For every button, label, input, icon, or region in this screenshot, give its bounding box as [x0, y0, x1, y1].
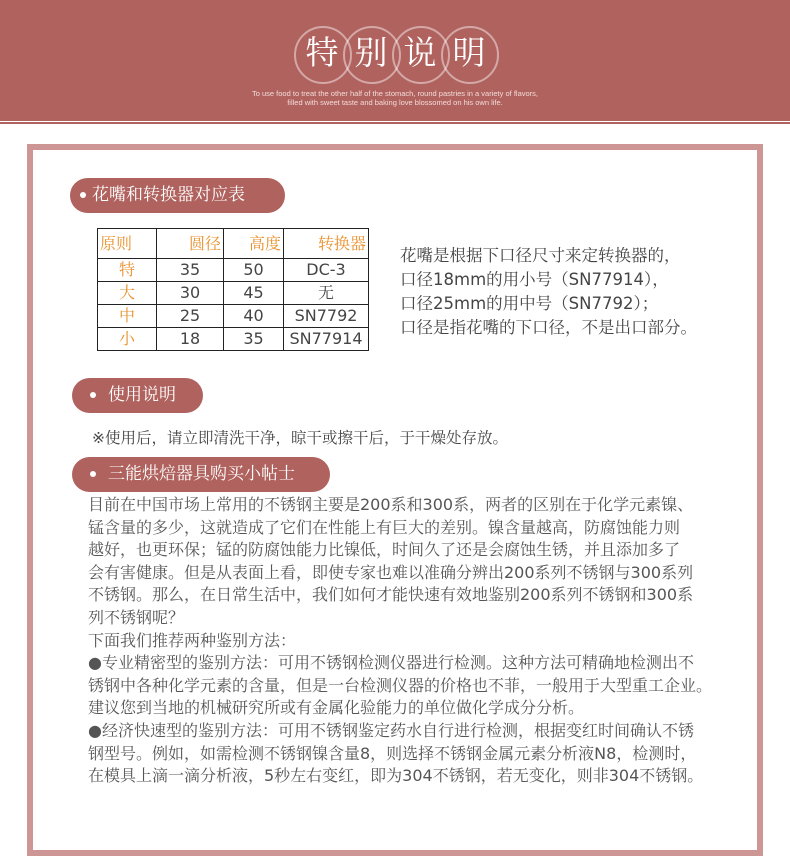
cell: 50	[224, 259, 284, 282]
note-line: 口径25mm的用中号（SN7792）；	[400, 294, 659, 313]
cell: 大	[98, 282, 157, 305]
title-char: 别	[354, 33, 388, 72]
tips-line: 目前在中国市场上常用的不锈钢主要是200系和300系，两者的区别在于化学元素镍、	[88, 495, 694, 514]
table-row	[98, 282, 369, 305]
header-banner	[0, 0, 790, 121]
tips-line: 列不锈钢呢？	[88, 607, 185, 627]
cell: 中	[98, 305, 157, 328]
tips-line: 不锈钢。那么，在日常生活中，我们如何才能快速有效地鉴别200系列不锈钢和300系	[88, 585, 694, 605]
tips-line: 越好，也更环保；锰的防腐蚀能力比镍低，时间久了还是会腐蚀生锈，并且添加多了	[88, 540, 681, 560]
cell: 小	[98, 328, 157, 351]
note-line: 口径18mm的用小号（SN77914），	[400, 270, 669, 289]
tips-body	[88, 494, 712, 788]
tips-line: 锈钢中各种化学元素的含量，但是一台检测仪器的价格也不菲，一般用于大型重工企业。	[88, 675, 713, 695]
section-title: 使用说明	[108, 385, 176, 405]
section-header-usage	[72, 378, 203, 413]
converter-note	[400, 244, 697, 340]
cell: 特	[98, 259, 157, 282]
cell: SN77914	[284, 328, 369, 351]
usage-text: ※使用后，请立即清洗干净，晾干或擦干后，于干燥处存放。	[92, 429, 508, 447]
col-header: 转换器	[284, 229, 369, 259]
title-char: 特	[305, 33, 339, 72]
subtitle-line: filled with sweet taste and baking love blossomed on his own life.	[287, 98, 503, 107]
cell: 35	[224, 328, 284, 351]
table-row	[98, 328, 369, 351]
col-header: 高度	[224, 229, 284, 259]
tips-line: ●经济快速型的鉴别方法：可用不锈钢鉴定药水自行进行检测，根据变红时间确认不锈	[88, 720, 694, 740]
subtitle-line: To use food to treat the other half of the stomach, round pastries in a variety of flavors,	[252, 89, 538, 98]
section-title: 花嘴和转换器对应表	[92, 185, 245, 205]
tips-line: 建议您到当地的机械研究所或有金属化验能力的单位做化学成分分析。	[88, 698, 585, 718]
divider	[0, 122, 790, 124]
section-title: 三能烘焙器具购买小帖士	[108, 464, 295, 484]
section-header-tips	[72, 457, 330, 492]
cell: 25	[157, 305, 224, 328]
tips-line: ●专业精密型的鉴别方法：可用不锈钢检测仪器进行检测。这种方法可精确地检测出不	[88, 653, 694, 673]
bullet-icon	[80, 192, 86, 198]
cell: 45	[224, 282, 284, 305]
table-header-row	[98, 229, 369, 259]
cell: 30	[157, 282, 224, 305]
cell: 40	[224, 305, 284, 328]
cell: DC-3	[284, 259, 369, 282]
table-row	[98, 305, 369, 328]
cell: 35	[157, 259, 224, 282]
tips-line: 下面我们推荐两种鉴别方法：	[88, 630, 297, 650]
section-header-table	[70, 178, 285, 213]
cell: SN7792	[284, 305, 369, 328]
tips-line: 锰含量的多少，这就造成了它们在性能上有巨大的差别。镍含量越高，防腐蚀能力则	[88, 517, 681, 537]
col-header: 圆径	[157, 229, 224, 259]
tips-line: 会有害健康。但是从表面上看，即使专家也难以准确分辨出200系列不锈钢与300系列	[88, 562, 694, 582]
cell: 18	[157, 328, 224, 351]
nozzle-converter-table	[97, 228, 369, 351]
note-line: 花嘴是根据下口径尺寸来定转换器的，	[400, 246, 681, 265]
col-header: 原则	[98, 229, 157, 259]
title-char: 说	[403, 33, 437, 72]
bullet-icon	[90, 392, 96, 398]
cell: 无	[284, 282, 369, 305]
note-line: 口径是指花嘴的下口径，不是出口部分。	[400, 318, 697, 337]
table-row	[98, 259, 369, 282]
bullet-icon	[90, 471, 96, 477]
title-char: 明	[452, 33, 486, 72]
tips-line: 在模具上滴一滴分析液，5秒左右变红，即为304不锈钢，若无变化，则非304不锈钢。	[88, 766, 704, 786]
tips-line: 钢型号。例如，如需检测不锈钢镍含量8，则选择不锈钢金属元素分析液N8，检测时，	[88, 743, 697, 763]
